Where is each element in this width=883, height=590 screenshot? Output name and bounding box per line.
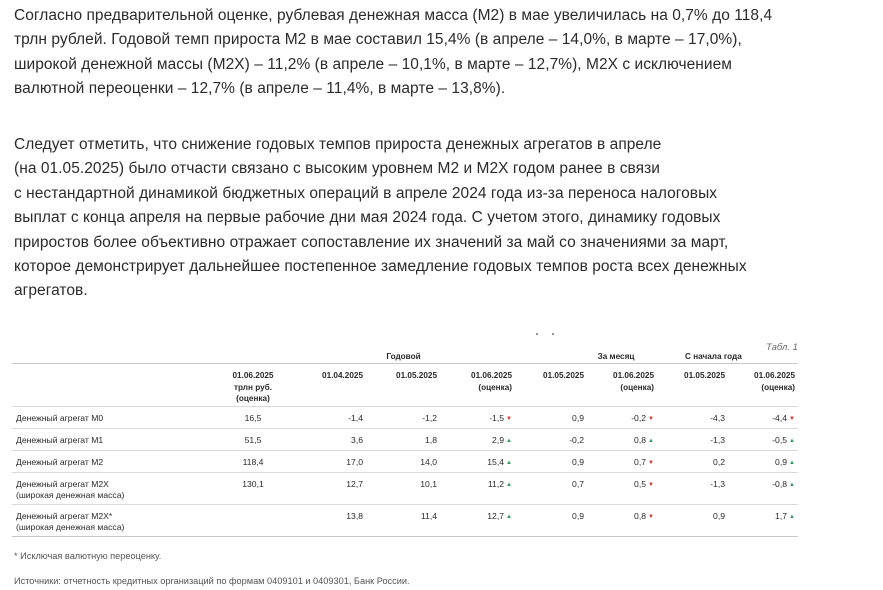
text-line: (на 01.05.2025) было отчасти связано с высоким уровнем М2 и М2Х годом ранее в связи xyxy=(14,160,660,178)
value-text: 2,9 xyxy=(492,435,504,445)
value-text: -1,2 xyxy=(422,413,437,423)
value-cell xyxy=(728,429,798,451)
value-text: 0,9 xyxy=(572,413,584,423)
value-cell xyxy=(728,473,798,505)
value-cell xyxy=(657,429,728,451)
value-text: 0,7 xyxy=(572,479,584,489)
table-date-header-row xyxy=(12,364,798,407)
trend-up-icon: ▲ xyxy=(789,460,795,466)
value-cell xyxy=(515,473,587,505)
decorative-dot xyxy=(552,333,554,335)
trend-up-icon: ▲ xyxy=(506,460,512,466)
date-header-line: (оценка) xyxy=(478,382,512,392)
value-cell xyxy=(292,429,366,451)
trend-up-icon: ▲ xyxy=(789,514,795,520)
value-text: 11,2 xyxy=(487,479,504,489)
value-text: -0,8 xyxy=(772,479,787,489)
value-cell xyxy=(587,451,657,473)
date-header-line: (оценка) xyxy=(761,382,795,392)
trend-up-icon: ▲ xyxy=(789,482,795,488)
value-text: 3,6 xyxy=(351,435,363,445)
value-text: 0,8 xyxy=(634,511,646,521)
table-row xyxy=(12,429,798,451)
row-name-cell xyxy=(12,505,217,537)
group-header-monthly: За месяц xyxy=(597,352,635,361)
value-text: -4,3 xyxy=(710,413,725,423)
table-label: Табл. 1 xyxy=(766,342,798,353)
value-cell xyxy=(728,505,798,537)
date-header-line: трлн руб. xyxy=(233,382,272,392)
value-cell xyxy=(657,505,728,537)
value-text: 12,7 xyxy=(346,479,363,489)
row-name-line: Денежный агрегат М2Х xyxy=(16,479,109,489)
value-text: -0,2 xyxy=(631,413,646,423)
value-cell xyxy=(440,407,515,429)
text-line: валютной переоценки – 12,7% (в апреле – 11,4%, в марте – 13,8%). xyxy=(14,80,506,98)
date-header-cell xyxy=(217,364,292,407)
value-text: -1,5 xyxy=(489,413,504,423)
date-header-cell xyxy=(587,364,657,407)
value-text: 130,1 xyxy=(242,479,264,489)
text-line: выплат с конца апреля на первые рабочие дни мая 2024 года. С учетом этого, динамику годовых xyxy=(14,209,721,227)
row-name-line: (широкая денежная масса) xyxy=(16,522,125,532)
table-row xyxy=(12,505,798,537)
value-cell xyxy=(292,407,366,429)
text-line: Следует отметить, что снижение годовых темпов прироста денежных агрегатов в апреле xyxy=(14,136,662,153)
value-text: 0,8 xyxy=(634,435,646,445)
text-line: широкой денежной массы (М2Х) – 11,2% (в апреле – 10,1%, в марте – 12,7%), М2Х с исключением xyxy=(14,55,732,73)
row-name-cell xyxy=(12,473,217,505)
value-text: 1,7 xyxy=(775,511,787,521)
table-row xyxy=(12,407,798,429)
paragraph-money-supply-estimate xyxy=(14,4,874,102)
value-cell xyxy=(292,451,366,473)
row-name-line: (широкая денежная масса) xyxy=(16,490,125,500)
text-line: Согласно предварительной оценке, рублевая денежная масса (М2) в мае увеличилась на 0,7% до 118,4 xyxy=(14,7,773,24)
value-cell xyxy=(366,429,440,451)
date-header-line: (оценка) xyxy=(620,382,654,392)
row-name-cell xyxy=(12,407,217,429)
trend-down-icon: ▼ xyxy=(506,416,512,422)
value-text: 10,1 xyxy=(420,479,437,489)
value-text: -4,4 xyxy=(772,413,787,423)
text-line: трлн рублей. Годовой темп прироста М2 в мае составил 15,4% (в апреле – 14,0%, в марте – 17,0%), xyxy=(14,31,742,49)
value-cell xyxy=(292,505,366,537)
value-cell xyxy=(217,505,292,537)
value-cell xyxy=(657,473,728,505)
date-header-cell xyxy=(366,364,440,407)
trend-down-icon: ▼ xyxy=(648,514,654,520)
trend-up-icon: ▲ xyxy=(789,438,795,444)
value-cell xyxy=(515,429,587,451)
group-header-annual: Годовой xyxy=(386,352,421,361)
trend-up-icon: ▲ xyxy=(506,438,512,444)
value-text: 51,5 xyxy=(244,435,262,445)
footnote-fx-revaluation: * Исключая валютную переоценку. xyxy=(14,551,162,561)
text-line: которое демонстрирует дальнейшее постепенное замедление годовых темпов роста всех денежных xyxy=(14,258,747,276)
value-cell xyxy=(366,505,440,537)
value-cell xyxy=(440,429,515,451)
value-text: 0,9 xyxy=(713,511,725,521)
group-header-ytd: С начала года xyxy=(685,352,742,361)
value-text: 0,9 xyxy=(775,457,787,467)
date-header-line: 01.05.2025 xyxy=(684,371,725,380)
value-cell xyxy=(587,473,657,505)
value-cell xyxy=(587,407,657,429)
value-cell xyxy=(366,451,440,473)
date-header-cell xyxy=(292,364,366,407)
trend-up-icon: ▲ xyxy=(506,482,512,488)
row-name-cell xyxy=(12,451,217,473)
decorative-dot xyxy=(536,333,538,335)
value-cell xyxy=(217,429,292,451)
value-text: 0,9 xyxy=(572,511,584,521)
value-cell xyxy=(366,407,440,429)
value-text: 0,9 xyxy=(572,457,584,467)
table-row xyxy=(12,473,798,505)
trend-up-icon: ▲ xyxy=(648,438,654,444)
value-cell xyxy=(657,451,728,473)
row-name-line: Денежный агрегат М2Х* xyxy=(16,511,113,521)
row-name-line: Денежный агрегат М0 xyxy=(16,413,104,423)
date-header-line: 01.06.2025 xyxy=(471,371,512,380)
table-row xyxy=(12,451,798,473)
value-cell xyxy=(292,473,366,505)
text-line: приростов более объективно отражает сопоставление их значений за май со значениями за март, xyxy=(14,233,729,251)
value-text: -0,5 xyxy=(772,435,787,445)
value-cell xyxy=(587,505,657,537)
monetary-aggregates-table xyxy=(12,343,798,537)
value-cell xyxy=(657,407,728,429)
trend-up-icon: ▲ xyxy=(506,514,512,520)
trend-down-icon: ▼ xyxy=(648,416,654,422)
trend-down-icon: ▼ xyxy=(648,460,654,466)
value-cell xyxy=(440,505,515,537)
value-text: 0,7 xyxy=(634,457,646,467)
value-text: 1,8 xyxy=(425,435,437,445)
date-header-cell xyxy=(657,364,728,407)
value-text: 12,7 xyxy=(487,511,504,521)
text-line: с нестандартной динамикой бюджетных операций в апреле 2024 года из-за переноса налоговых xyxy=(14,184,718,202)
date-header-cell xyxy=(728,364,798,407)
footnote-sources: Источники: отчетность кредитных организаций по формам 0409101 и 0409301, Банк России. xyxy=(14,576,410,586)
table-group-header-row xyxy=(12,343,798,364)
value-text: 16,5 xyxy=(244,413,262,423)
date-header-cell xyxy=(440,364,515,407)
value-cell xyxy=(440,451,515,473)
value-text: 13,8 xyxy=(346,511,363,521)
value-cell xyxy=(440,473,515,505)
date-header-line: 01.04.2025 xyxy=(322,371,363,380)
value-cell xyxy=(515,407,587,429)
value-cell xyxy=(217,407,292,429)
value-cell xyxy=(515,451,587,473)
row-name-line: Денежный агрегат М2 xyxy=(16,457,104,467)
trend-down-icon: ▼ xyxy=(789,416,795,422)
value-text: 15,4 xyxy=(487,457,504,467)
value-text: 0,5 xyxy=(634,479,646,489)
value-text: 118,4 xyxy=(242,457,264,467)
value-cell xyxy=(587,429,657,451)
value-cell xyxy=(366,473,440,505)
date-header-line: 01.06.2025 xyxy=(232,371,274,380)
value-text: 11,4 xyxy=(420,511,437,521)
value-text: -0,2 xyxy=(569,435,584,445)
value-cell xyxy=(728,407,798,429)
value-text: 14,0 xyxy=(420,457,437,467)
date-header-cell xyxy=(515,364,587,407)
value-text: -1,4 xyxy=(348,413,363,423)
value-text: 17,0 xyxy=(346,457,363,467)
date-header-line: 01.05.2025 xyxy=(543,371,584,380)
value-cell xyxy=(728,451,798,473)
value-text: 0,2 xyxy=(713,457,725,467)
value-text: -1,3 xyxy=(710,479,725,489)
date-header-line: 01.06.2025 xyxy=(613,371,654,380)
value-cell xyxy=(217,451,292,473)
date-header-line: 01.05.2025 xyxy=(396,371,437,380)
trend-down-icon: ▼ xyxy=(648,482,654,488)
value-cell xyxy=(515,505,587,537)
row-name-line: Денежный агрегат М1 xyxy=(16,435,104,445)
value-cell xyxy=(217,473,292,505)
date-header-line: (оценка) xyxy=(236,394,270,403)
date-header-line: 01.06.2025 xyxy=(754,371,795,380)
value-text: -1,3 xyxy=(710,435,725,445)
row-name-cell xyxy=(12,429,217,451)
text-line: агрегатов. xyxy=(14,282,88,300)
paragraph-growth-explanation xyxy=(14,133,874,304)
